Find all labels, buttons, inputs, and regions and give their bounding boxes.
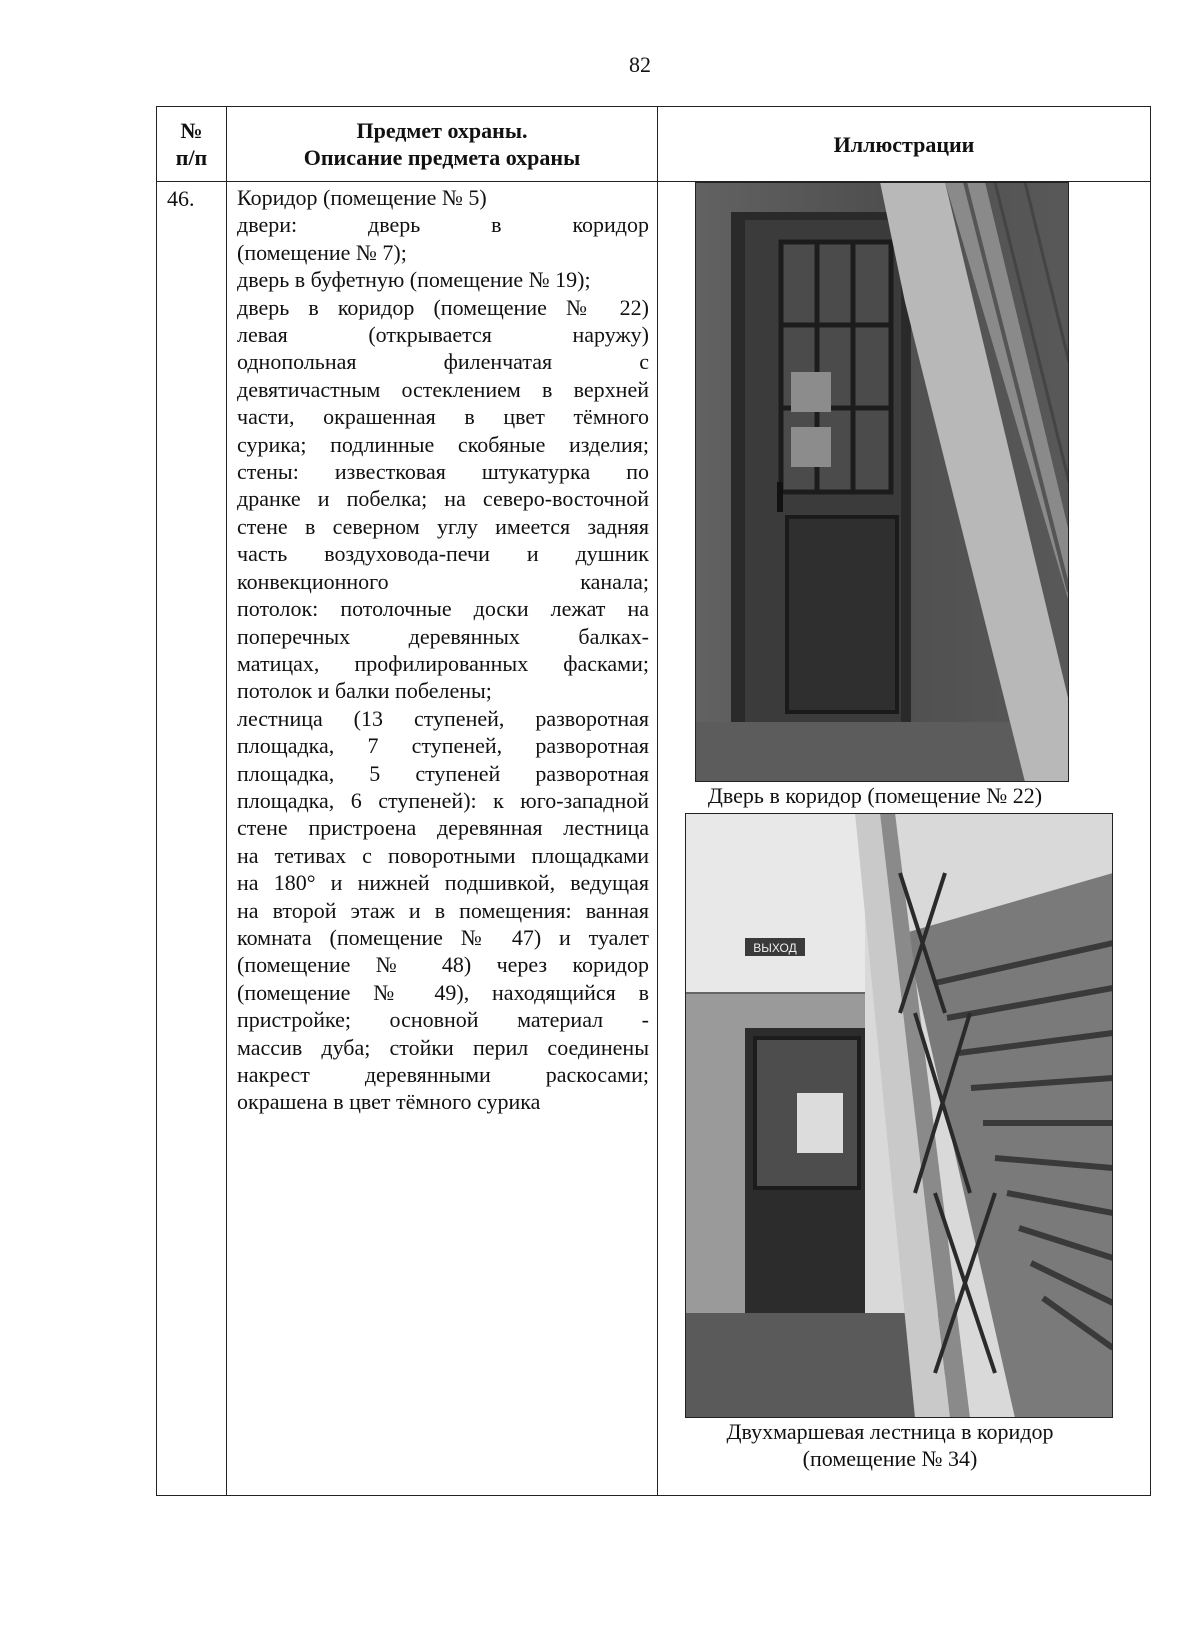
description-line: потолок и балки побелены; xyxy=(237,678,492,704)
description-text xyxy=(237,184,649,1116)
photo-staircase-caption-line1: Двухмаршевая лестница в коридор xyxy=(726,1419,1054,1444)
photo-door-caption: Дверь в коридор (помещение № 22) xyxy=(707,783,1043,808)
description-line: конвекционного канала; xyxy=(237,568,649,594)
description-line: пристройке; основной материал - xyxy=(237,1007,649,1033)
description-line: комната (помещение № 47) и туалет xyxy=(237,924,649,950)
description-line: (помещение № 7); xyxy=(237,239,407,265)
photo-staircase xyxy=(685,813,1113,1472)
description-line: площадка, 7 ступеней, разворотная xyxy=(237,733,649,759)
description-line: матицах, профилированных фасками; xyxy=(237,650,649,676)
description-line: девятичастным остеклением в верхней xyxy=(237,376,649,402)
description-line: дверь в буфетную (помещение № 19); xyxy=(237,267,591,293)
description-line: площадка, 5 ступеней разворотная xyxy=(237,760,649,786)
description-line: на второй этаж и в помещения: ванная xyxy=(237,897,649,923)
description-line: на тетивах с поворотными площадками xyxy=(237,842,649,868)
description-line: площадка, 6 ступеней): к юго-западной xyxy=(237,787,649,813)
description-line: поперечных деревянных балках- xyxy=(237,623,649,649)
description-line: лестница (13 ступеней, разворотная xyxy=(237,705,649,731)
description-line: стене в северном углу имеется задняя xyxy=(237,513,649,539)
description-cell xyxy=(227,182,658,1496)
header-row xyxy=(157,107,1151,182)
header-illustrations: Иллюстрации xyxy=(658,107,1151,182)
illustrations-cell xyxy=(658,182,1151,1496)
description-line: накрест деревянными раскосами; xyxy=(237,1062,649,1087)
header-description-line1: Предмет охраны. xyxy=(356,118,528,143)
description-line: стене пристроена деревянная лестница xyxy=(237,815,649,841)
description-line: массив дуба; стойки перил соединены xyxy=(237,1034,649,1060)
row-number: 46. xyxy=(157,182,227,1496)
description-line: часть воздуховода-печи и душник xyxy=(237,541,649,567)
header-description-line2: Описание предмета охраны xyxy=(303,145,581,170)
description-line: части, окрашенная в цвет тёмного xyxy=(237,404,649,430)
header-description xyxy=(227,107,658,182)
exit-sign-text: ВЫХОД xyxy=(753,941,797,955)
description-line: дверь в коридор (помещение № 22) xyxy=(237,294,649,320)
description-line: Коридор (помещение № 5) xyxy=(237,185,487,210)
staircase-photo-image xyxy=(685,813,1113,1418)
description-line: потолок: потолочные доски лежат на xyxy=(237,596,649,622)
description-line: на 180° и нижней подшивкой, ведущая xyxy=(237,870,649,896)
description-line: двери: дверь в коридор xyxy=(237,212,649,238)
description-line: (помещение № 49), находящийся в xyxy=(237,979,649,1005)
table-row xyxy=(157,182,1151,1496)
description-line: стены: известковая штукатурка по xyxy=(237,459,649,485)
photo-staircase-caption-line2: (помещение № 34) xyxy=(802,1446,978,1471)
page-number: 82 xyxy=(629,52,651,77)
header-number-line1: № xyxy=(180,118,203,143)
header-number xyxy=(157,107,227,182)
description-line: левая (открывается наружу) xyxy=(237,322,649,348)
door-photo-image xyxy=(695,182,1069,782)
description-line: окрашена в цвет тёмного сурика xyxy=(237,1089,541,1115)
description-line: (помещение № 48) через коридор xyxy=(237,952,649,978)
heritage-table xyxy=(156,106,1151,1496)
description-line: однопольная филенчатая с xyxy=(237,349,649,375)
header-number-line2: п/п xyxy=(175,145,208,170)
description-line: сурика; подлинные скобяные изделия; xyxy=(237,431,649,457)
description-line: дранке и побелка; на северо-восточной xyxy=(237,486,649,512)
photo-door xyxy=(695,182,1069,809)
